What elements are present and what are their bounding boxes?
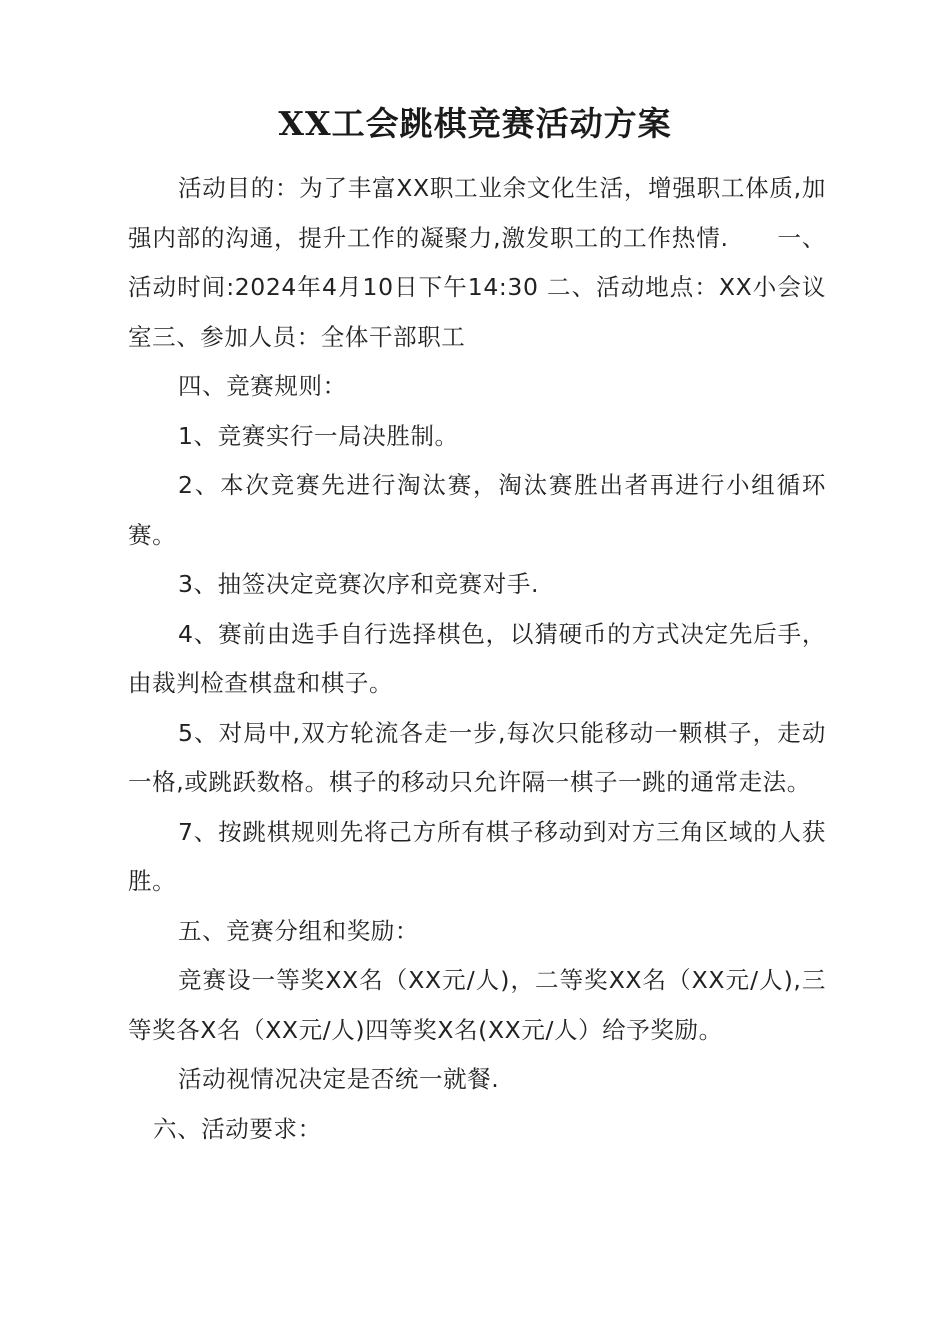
paragraph-dining: 活动视情况决定是否统一就餐. [178, 1065, 500, 1093]
paragraph-rule-2: 2、本次竞赛先进行淘汰赛，淘汰赛胜出者再进行小组循环赛。 [128, 471, 826, 549]
paragraph-rule-4: 4、赛前由选手自行选择棋色，以猜硬币的方式决定先后手，由裁判检查棋盘和棋子。 [128, 619, 826, 697]
paragraph-requirements-heading: 六、活动要求： [153, 1114, 322, 1143]
document-title: XX工会跳棋竞赛活动方案 [278, 104, 672, 143]
paragraph-rules-heading: 四、竞赛规则： [178, 372, 347, 400]
paragraph-rule-7: 7、按跳棋规则先将己方所有棋子移动到对方三角区域的人获胜。 [128, 817, 826, 895]
paragraph-rule-3: 3、抽签决定竞赛次序和竞赛对手. [178, 570, 540, 598]
paragraph-awards-heading: 五、竞赛分组和奖励： [178, 916, 419, 945]
paragraph-purpose: 活动目的：为了丰富XX职工业余文化生活，增强职工体质,加强内部的沟通，提升工作的凝聚力,激发职工的工作热情. 一、活动时间:2024年4月10日下午14:30 二、活动地点：XX小会议室三、参加人员：全体干部职工 [128, 174, 826, 351]
paragraph-rule-1: 1、竞赛实行一局决胜制。 [178, 421, 459, 450]
paragraph-rule-5: 5、对局中,双方轮流各走一步,每次只能移动一颗棋子，走动一格,或跳跃数格。棋子的移动只允许隔一棋子一跳的通常走法。 [128, 718, 826, 796]
document-body [128, 164, 826, 1154]
paragraph-awards: 竞赛设一等奖XX名（XX元/人)，二等奖XX名（XX元/人),三等奖各X名（XX元/人)四等奖X名(XX元/人）给予奖励。 [128, 966, 826, 1044]
